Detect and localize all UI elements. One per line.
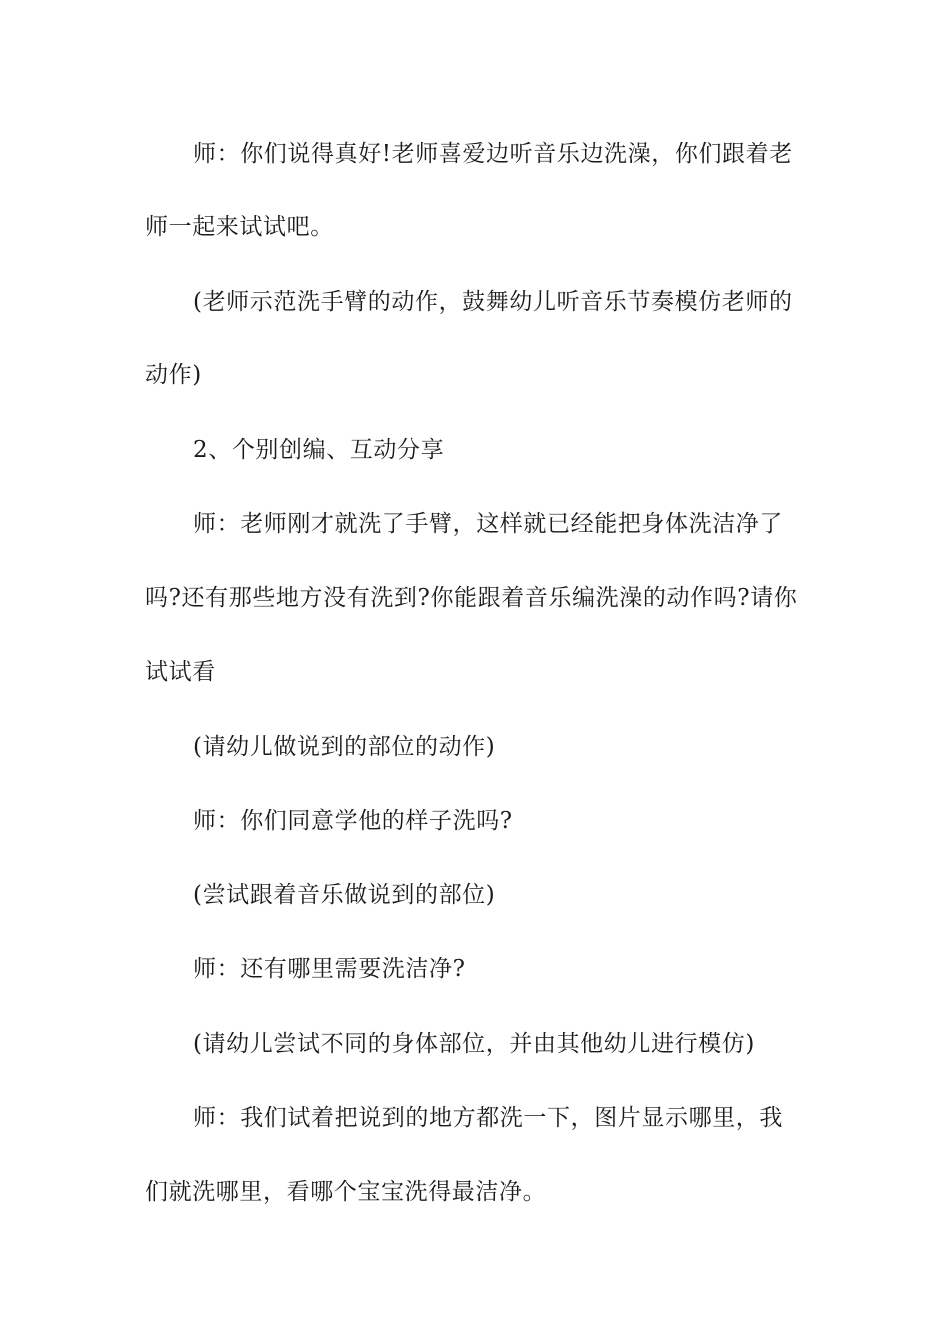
- paragraph-line: 师：还有哪里需要洗洁净?: [193, 956, 466, 982]
- paragraph-line: (老师示范洗手臂的动作，鼓舞幼儿听音乐节奏模仿老师的: [193, 289, 793, 315]
- paragraph-line: 师：你们同意学他的样子洗吗?: [193, 808, 513, 834]
- paragraph-line: 试试看: [145, 659, 216, 685]
- paragraph-line: (请幼儿尝试不同的身体部位，并由其他幼儿进行模仿): [193, 1031, 755, 1057]
- paragraph-line: 师：我们试着把说到的地方都洗一下，图片显示哪里，我: [193, 1105, 783, 1131]
- paragraph-line: (尝试跟着音乐做说到的部位): [193, 882, 496, 908]
- paragraph-line: 们就洗哪里，看哪个宝宝洗得最洁净。: [145, 1179, 547, 1205]
- paragraph-line: 动作): [145, 362, 202, 388]
- paragraph-line: 师：老师刚才就洗了手臂，这样就已经能把身体洗洁净了: [193, 511, 783, 537]
- paragraph-line: 师一起来试试吧。: [145, 214, 334, 240]
- paragraph-line: 师：你们说得真好!老师喜爱边听音乐边洗澡，你们跟着老: [193, 141, 793, 167]
- section-heading: 2、个别创编、互动分享: [193, 437, 445, 463]
- paragraph-line: 吗?还有那些地方没有洗到?你能跟着音乐编洗澡的动作吗?请你: [145, 585, 798, 611]
- paragraph-line: (请幼儿做说到的部位的动作): [193, 734, 496, 760]
